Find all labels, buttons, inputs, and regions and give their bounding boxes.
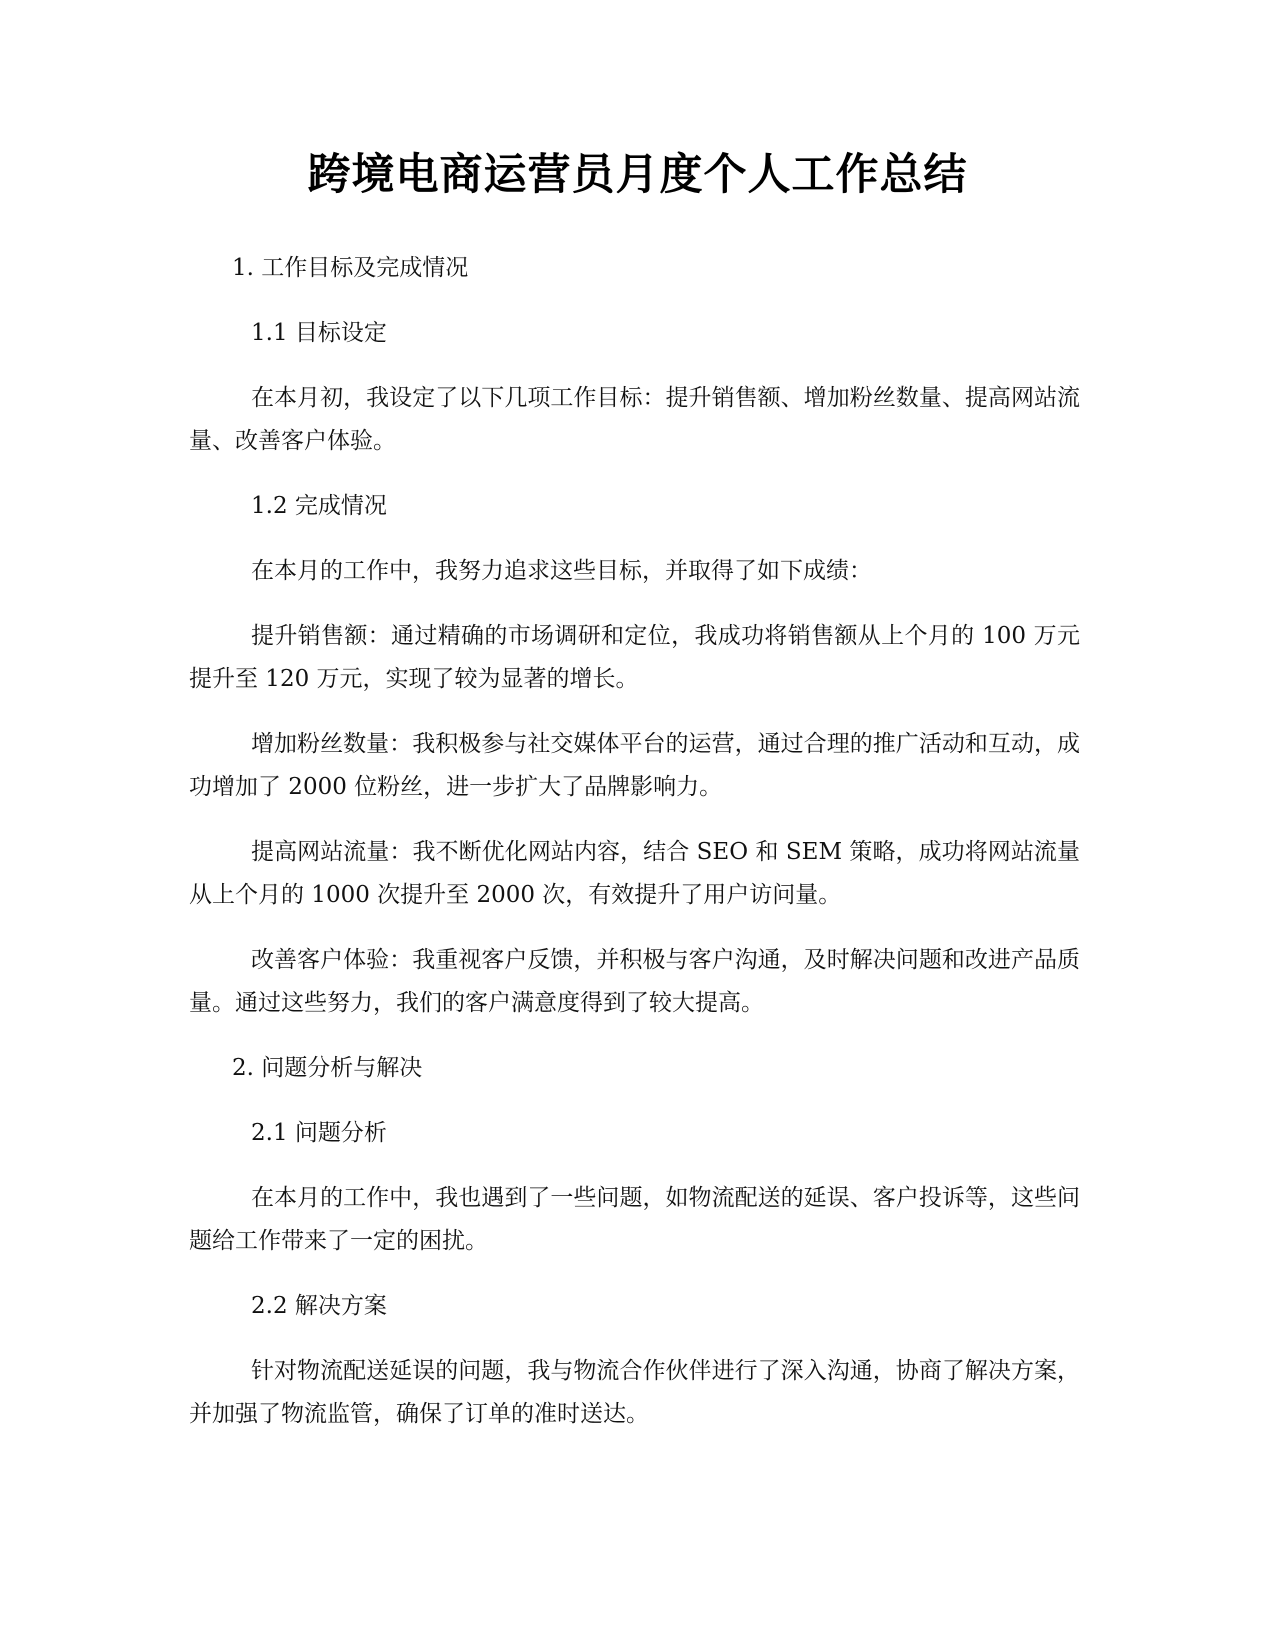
subsection-heading: 1.2 完成情况: [251, 493, 387, 519]
paragraph: 在本月的工作中，我也遇到了一些问题，如物流配送的延误、客户投诉等，这些问题给工作带来了一定的困扰。: [189, 1185, 1080, 1254]
subsection-heading: 2.2 解决方案: [251, 1293, 387, 1319]
document-body: [189, 247, 1080, 1436]
section-heading: 1. 工作目标及完成情况: [232, 255, 469, 281]
subsection-heading: 2.1 问题分析: [251, 1120, 387, 1146]
section-heading: 2. 问题分析与解决: [232, 1055, 423, 1081]
paragraph: 改善客户体验：我重视客户反馈，并积极与客户沟通，及时解决问题和改进产品质量。通过这些努力，我们的客户满意度得到了较大提高。: [189, 947, 1080, 1016]
paragraph: 针对物流配送延误的问题，我与物流合作伙伴进行了深入沟通，协商了解决方案，并加强了物流监管，确保了订单的准时送达。: [189, 1358, 1080, 1427]
subsection-heading: 1.1 目标设定: [251, 320, 387, 346]
paragraph: 提升销售额：通过精确的市场调研和定位，我成功将销售额从上个月的 100 万元提升至 120 万元，实现了较为显著的增长。: [189, 623, 1080, 692]
paragraph: 提高网站流量：我不断优化网站内容，结合 SEO 和 SEM 策略，成功将网站流量从上个月的 1000 次提升至 2000 次，有效提升了用户访问量。: [189, 839, 1080, 908]
paragraph: 在本月的工作中，我努力追求这些目标，并取得了如下成绩：: [251, 558, 872, 584]
paragraph: 在本月初，我设定了以下几项工作目标：提升销售额、增加粉丝数量、提高网站流量、改善客户体验。: [189, 385, 1080, 454]
document-title: 跨境电商运营员月度个人工作总结: [307, 150, 968, 200]
paragraph: 增加粉丝数量：我积极参与社交媒体平台的运营，通过合理的推广活动和互动，成功增加了 2000 位粉丝，进一步扩大了品牌影响力。: [189, 731, 1080, 800]
